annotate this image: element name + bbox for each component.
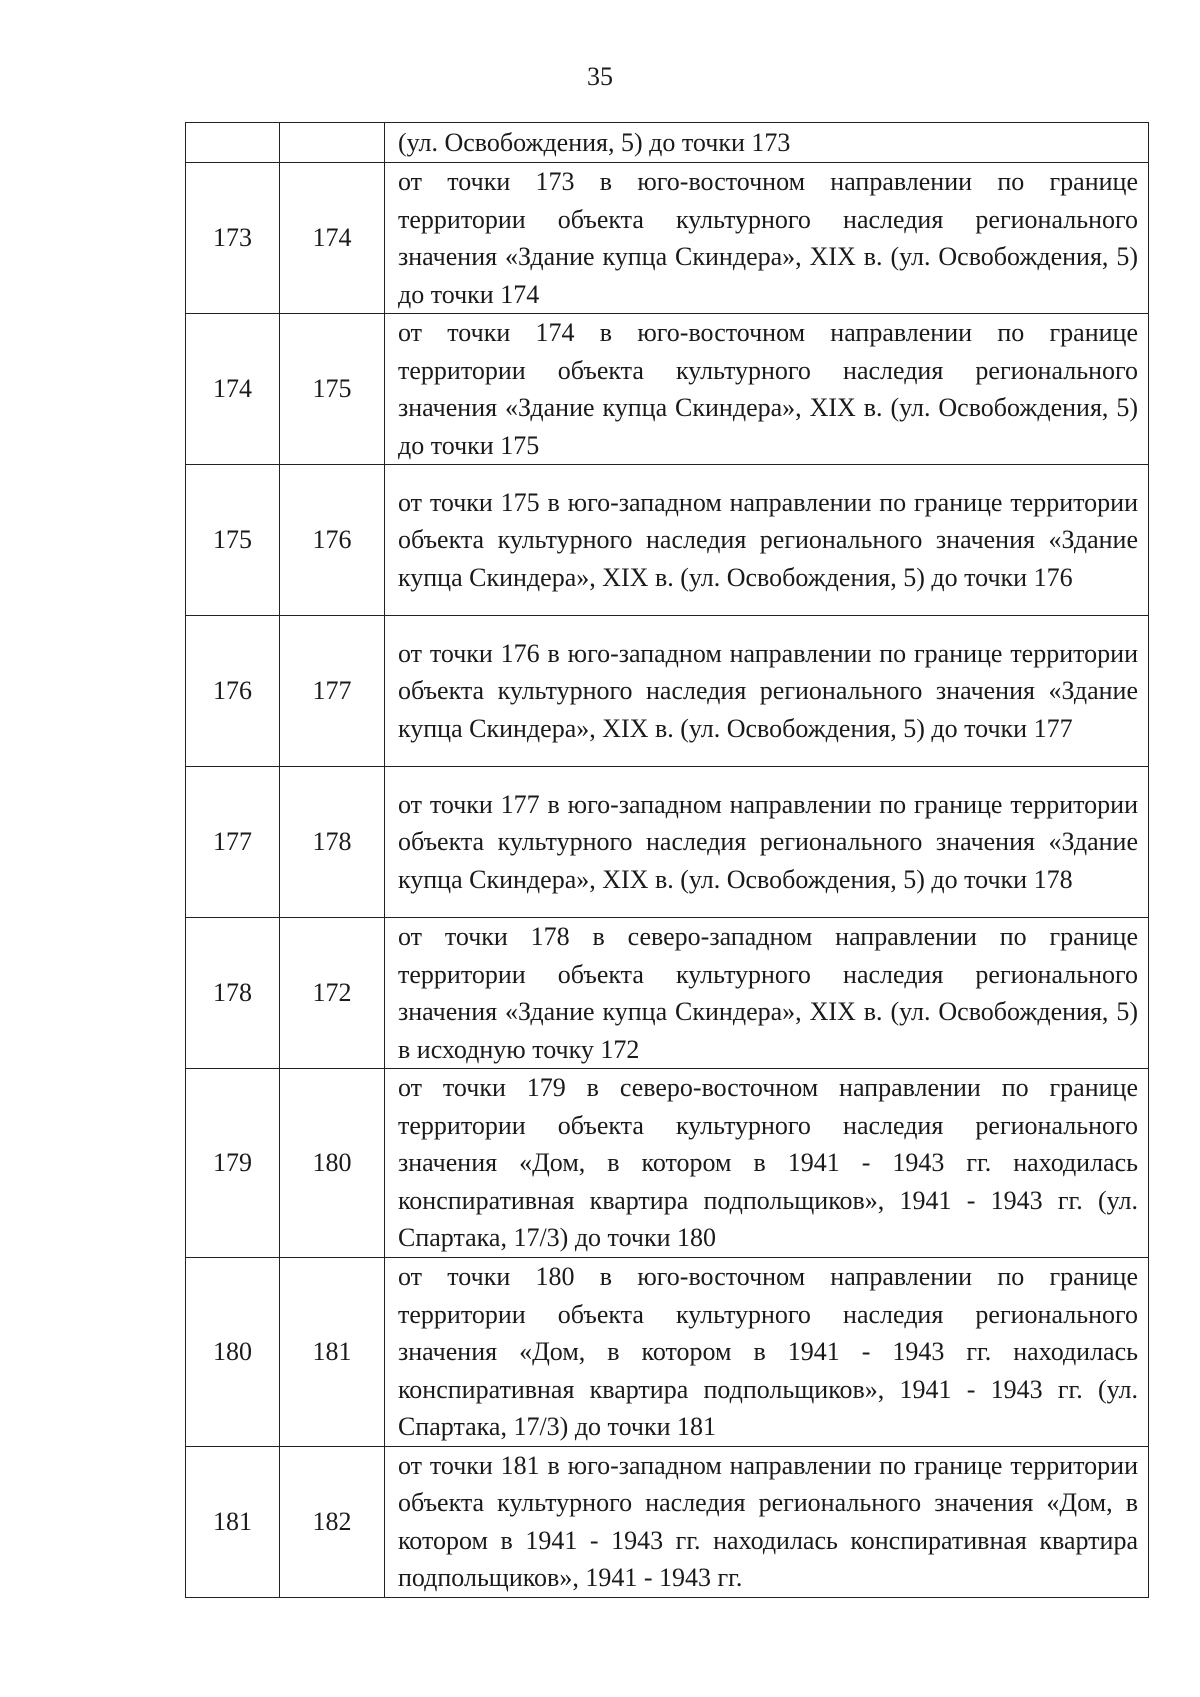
from-point-cell: 179 bbox=[186, 1069, 280, 1258]
from-point-cell: 174 bbox=[186, 314, 280, 465]
to-point-cell: 181 bbox=[280, 1258, 385, 1447]
description-cell: от точки 177 в юго-западном направлении по границе территории объекта культурного наследия регионального значения «Здание купца Скиндера», XIX в. (ул. Освобождения, 5) до точки 178 bbox=[385, 767, 1149, 918]
table-row bbox=[186, 616, 1149, 767]
description-cell: от точки 179 в северо-восточном направлении по границе территории объекта культурного наследия регионального значения «Дом, в котором в 1941 - 1943 гг. находилась конспиративная квартира подпольщиков», 1941 - 1943 гг. (ул. Спартака, 17/3) до точки 180 bbox=[385, 1069, 1149, 1258]
description-cell: от точки 174 в юго-восточном направлении по границе территории объекта культурного наследия регионального значения «Здание купца Скиндера», XIX в. (ул. Освобождения, 5) до точки 175 bbox=[385, 314, 1149, 465]
table-row bbox=[186, 123, 1149, 163]
to-point-cell: 177 bbox=[280, 616, 385, 767]
from-point-cell: 175 bbox=[186, 465, 280, 616]
to-point-cell: 180 bbox=[280, 1069, 385, 1258]
from-point-cell: 177 bbox=[186, 767, 280, 918]
from-point-cell bbox=[186, 123, 280, 163]
description-cell: от точки 181 в юго-западном направлении по границе территории объекта культурного наследия регионального значения «Дом, в котором в 1941 - 1943 гг. находилась конспиративная квартира подпольщиков», 1941 - 1943 гг. bbox=[385, 1446, 1149, 1597]
description-cell: от точки 180 в юго-восточном направлении по границе территории объекта культурного наследия регионального значения «Дом, в котором в 1941 - 1943 гг. находилась конспиративная квартира подпольщиков», 1941 - 1943 гг. (ул. Спартака, 17/3) до точки 181 bbox=[385, 1258, 1149, 1447]
from-point-cell: 181 bbox=[186, 1446, 280, 1597]
description-cell: от точки 173 в юго-восточном направлении по границе территории объекта культурного наследия регионального значения «Здание купца Скиндера», XIX в. (ул. Освобождения, 5) до точки 174 bbox=[385, 163, 1149, 314]
to-point-cell bbox=[280, 123, 385, 163]
to-point-cell: 175 bbox=[280, 314, 385, 465]
description-cell: от точки 175 в юго-западном направлении по границе территории объекта культурного наследия регионального значения «Здание купца Скиндера», XIX в. (ул. Освобождения, 5) до точки 176 bbox=[385, 465, 1149, 616]
table-row bbox=[186, 1258, 1149, 1447]
to-point-cell: 178 bbox=[280, 767, 385, 918]
page-number: 35 bbox=[587, 62, 613, 91]
table-row bbox=[186, 1446, 1149, 1597]
to-point-cell: 176 bbox=[280, 465, 385, 616]
from-point-cell: 176 bbox=[186, 616, 280, 767]
to-point-cell: 174 bbox=[280, 163, 385, 314]
from-point-cell: 173 bbox=[186, 163, 280, 314]
to-point-cell: 172 bbox=[280, 918, 385, 1069]
to-point-cell: 182 bbox=[280, 1446, 385, 1597]
table-row bbox=[186, 767, 1149, 918]
description-cell: (ул. Освобождения, 5) до точки 173 bbox=[385, 123, 1149, 163]
description-cell: от точки 176 в юго-западном направлении по границе территории объекта культурного наследия регионального значения «Здание купца Скиндера», XIX в. (ул. Освобождения, 5) до точки 177 bbox=[385, 616, 1149, 767]
table-row bbox=[186, 465, 1149, 616]
description-cell: от точки 178 в северо-западном направлении по границе территории объекта культурного наследия регионального значения «Здание купца Скиндера», XIX в. (ул. Освобождения, 5) в исходную точку 172 bbox=[385, 918, 1149, 1069]
boundary-description-table bbox=[185, 122, 1149, 1598]
table-row bbox=[186, 163, 1149, 314]
table-row bbox=[186, 1069, 1149, 1258]
table-row bbox=[186, 918, 1149, 1069]
from-point-cell: 178 bbox=[186, 918, 280, 1069]
from-point-cell: 180 bbox=[186, 1258, 280, 1447]
table-row bbox=[186, 314, 1149, 465]
